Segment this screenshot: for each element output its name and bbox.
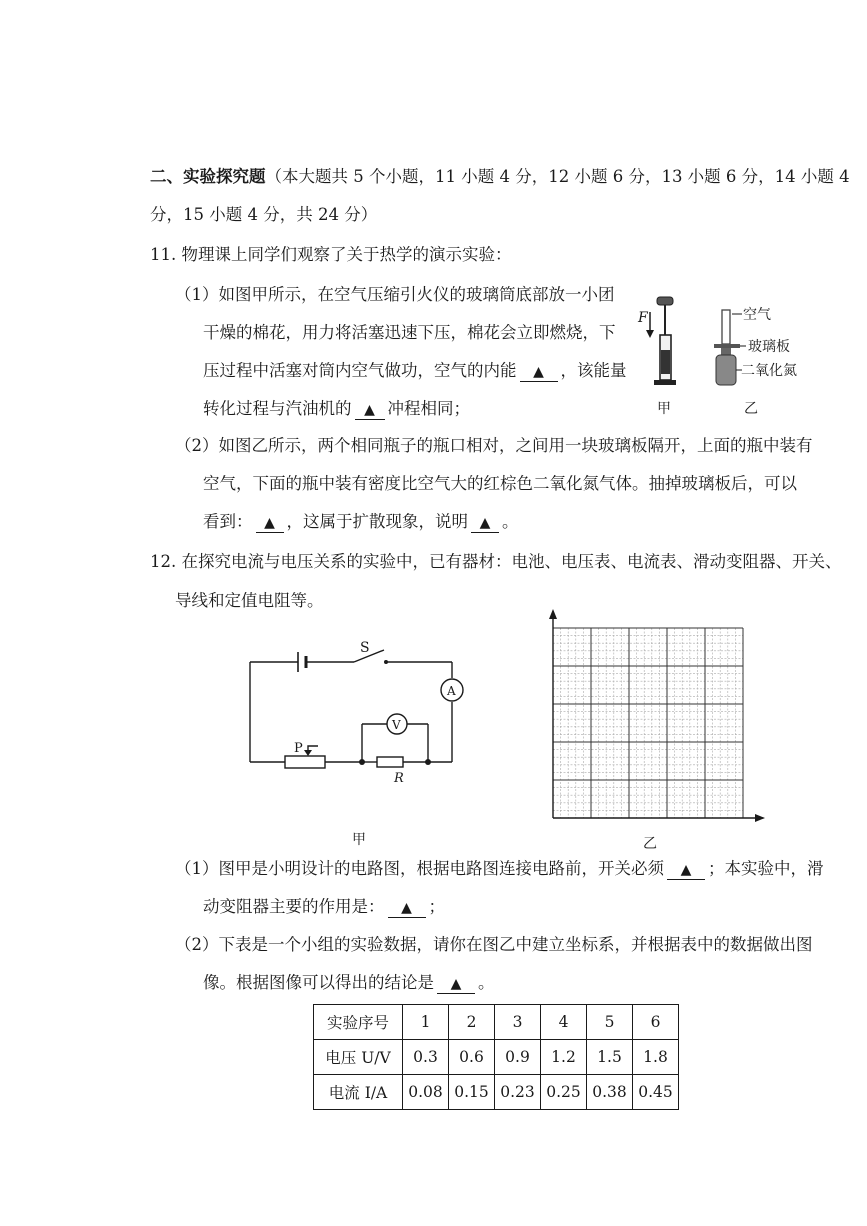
q12-p1-line1-text2: ；本实验中，滑 bbox=[708, 859, 824, 878]
rheostat-body bbox=[285, 756, 325, 768]
q12-p2-line2-text: 像。根据图像可以得出的结论是 bbox=[203, 973, 434, 992]
x-axis-arrow bbox=[755, 814, 765, 822]
q11-p1-line4-text2: 冲程相同； bbox=[387, 399, 470, 418]
q12-p1-line1-text: （1）图甲是小明设计的电路图，根据电路图连接电路前，开关必须 bbox=[175, 859, 664, 878]
q12-stem-line2: 导线和定值电阻等。 bbox=[175, 591, 324, 610]
q12-p1-line2-text2: ； bbox=[428, 897, 445, 916]
label-glass-plate: 玻璃板 bbox=[748, 339, 790, 355]
q11-stem: 11. 物理课上同学们观察了关于热学的演示实验： bbox=[150, 245, 512, 264]
table-row bbox=[314, 1075, 679, 1110]
fig-caption-yi: 乙 bbox=[744, 401, 758, 417]
slider-arrow bbox=[304, 750, 312, 756]
answer-blank[interactable]: ▲ bbox=[256, 514, 284, 533]
q11-p1-line3-text: 压过程中活塞对筒内空气做功，空气的内能 bbox=[203, 361, 517, 380]
answer-blank[interactable]: ▲ bbox=[667, 861, 705, 880]
fire-syringe-figure bbox=[630, 290, 690, 410]
table-cell: 0.25 bbox=[541, 1075, 587, 1110]
ammeter-label: A bbox=[447, 684, 456, 698]
row-head-trial: 实验序号 bbox=[314, 1005, 403, 1040]
q12-p1-line2 bbox=[203, 895, 445, 919]
switch-label: S bbox=[360, 640, 370, 656]
table-cell: 0.45 bbox=[633, 1075, 679, 1110]
table-row bbox=[314, 1005, 679, 1040]
fig-caption-jia: 甲 bbox=[657, 401, 671, 417]
answer-blank[interactable]: ▲ bbox=[471, 514, 499, 533]
q12-p1-line2-text: 动变阻器主要的作用是： bbox=[203, 897, 385, 916]
graph-grid[interactable] bbox=[545, 605, 775, 830]
table-cell: 1 bbox=[403, 1005, 449, 1040]
answer-blank[interactable]: ▲ bbox=[388, 899, 426, 918]
q12-p2-line2 bbox=[203, 971, 495, 995]
table-cell: 1.8 bbox=[633, 1040, 679, 1075]
q11-p1-line1: （1）如图甲所示，在空气压缩引火仪的玻璃筒底部放一小团 bbox=[175, 285, 615, 304]
table-cell: 0.6 bbox=[449, 1040, 495, 1075]
q12-stem-line1: 12. 在探究电流与电压关系的实验中，已有器材：电池、电压表、电流表、滑动变阻器、开关、 bbox=[150, 552, 842, 571]
bottles-figure bbox=[710, 300, 830, 400]
q11-p2-line3-text: 看到： bbox=[203, 512, 253, 531]
upper-bottle bbox=[722, 310, 730, 344]
table-cell: 6 bbox=[633, 1005, 679, 1040]
q12-p1-line1 bbox=[175, 857, 824, 881]
table-cell: 3 bbox=[495, 1005, 541, 1040]
q11-p2-line3-text2: ，这属于扩散现象，说明 bbox=[286, 512, 468, 531]
q12-p2-line2-text2: 。 bbox=[478, 973, 495, 992]
q11-p2-line3 bbox=[203, 510, 519, 534]
syringe-base bbox=[654, 380, 676, 385]
q11-p1-line4-text: 转化过程与汽油机的 bbox=[203, 399, 352, 418]
table-cell: 5 bbox=[587, 1005, 633, 1040]
q11-p1-line3-text2: ，该能量 bbox=[560, 361, 627, 380]
table-row bbox=[314, 1040, 679, 1075]
label-air: 空气 bbox=[743, 307, 771, 323]
fixed-resistor-body bbox=[377, 757, 403, 767]
q11-p2-line3-text3: 。 bbox=[502, 512, 519, 531]
q11-p2-line2: 空气，下面的瓶中装有密度比空气大的红棕色二氧化氮气体。抽掉玻璃板后，可以 bbox=[203, 474, 797, 493]
circuit-caption: 甲 bbox=[352, 832, 366, 848]
q11-p1-line4 bbox=[203, 397, 470, 421]
glass-plate bbox=[714, 344, 740, 348]
table-cell: 1.2 bbox=[541, 1040, 587, 1075]
section-desc-2: 分，15 小题 4 分，共 24 分） bbox=[150, 205, 378, 224]
y-axis-arrow bbox=[549, 609, 557, 619]
q11-p2-line1: （2）如图乙所示，两个相同瓶子的瓶口相对，之间用一块玻璃板隔开，上面的瓶中装有 bbox=[175, 436, 813, 455]
grid-caption: 乙 bbox=[643, 836, 657, 852]
table-cell: 1.5 bbox=[587, 1040, 633, 1075]
label-no2: 二氧化氮 bbox=[741, 363, 797, 379]
table-cell: 0.15 bbox=[449, 1075, 495, 1110]
answer-blank[interactable]: ▲ bbox=[520, 363, 558, 382]
q12-p2-line1: （2）下表是一个小组的实验数据，请你在图乙中建立坐标系，并根据表中的数据做出图 bbox=[175, 935, 813, 954]
resistor-label: R bbox=[394, 771, 404, 786]
table-cell: 0.23 bbox=[495, 1075, 541, 1110]
plunger-handle bbox=[657, 297, 673, 305]
force-label: F bbox=[638, 310, 648, 326]
row-head-current: 电流 I/A bbox=[314, 1075, 403, 1110]
tube-inner bbox=[661, 350, 670, 374]
q11-p1-line2: 干燥的棉花，用力将活塞迅速下压，棉花会立即燃烧，下 bbox=[203, 323, 616, 342]
table-cell: 0.3 bbox=[403, 1040, 449, 1075]
lower-bottle bbox=[716, 355, 736, 385]
data-table bbox=[313, 1004, 679, 1110]
section-desc-1: （本大题共 5 个小题，11 小题 4 分，12 小题 6 分，13 小题 6 分，14 小题 4 bbox=[265, 167, 850, 186]
q11-p1-line3 bbox=[203, 359, 627, 383]
table-cell: 4 bbox=[541, 1005, 587, 1040]
voltmeter-label: V bbox=[392, 718, 401, 732]
table-cell: 0.38 bbox=[587, 1075, 633, 1110]
section-title: 二、实验探究题 bbox=[150, 167, 266, 186]
answer-blank[interactable]: ▲ bbox=[355, 401, 385, 420]
table-cell: 0.08 bbox=[403, 1075, 449, 1110]
section-header bbox=[150, 165, 850, 189]
table-cell: 0.9 bbox=[495, 1040, 541, 1075]
slider-label: P bbox=[294, 741, 303, 756]
circuit-diagram bbox=[240, 640, 470, 790]
table-cell: 2 bbox=[449, 1005, 495, 1040]
answer-blank[interactable]: ▲ bbox=[437, 975, 475, 994]
row-head-voltage: 电压 U/V bbox=[314, 1040, 403, 1075]
